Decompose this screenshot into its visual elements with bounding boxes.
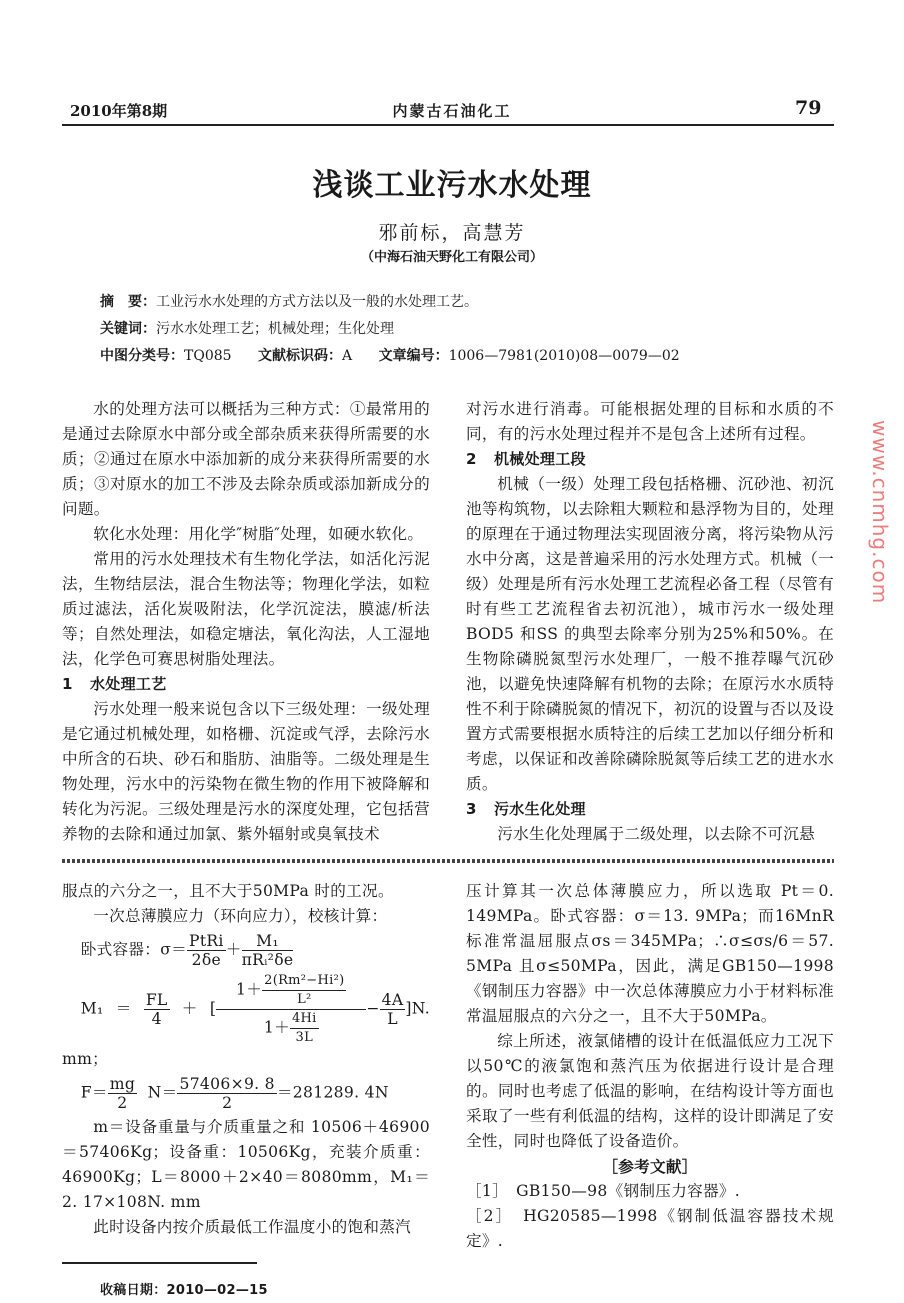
abstract: 摘 要：工业污水水处理的方式方法以及一般的水处理工艺。	[100, 294, 478, 310]
references-heading: ［参考文献］	[602, 1157, 698, 1176]
authors: 邪前标，高慧芳	[378, 222, 526, 244]
section-heading-3: 3 污水生化处理	[466, 800, 586, 818]
right-column-bottom	[466, 879, 834, 1254]
watermark: www.cnmhg.com	[868, 420, 892, 605]
footnote-rule	[62, 1262, 257, 1264]
paragraph: 服点的六分之一，且不大于50MPa 时的工况。	[62, 882, 394, 900]
classification: 中图分类号：TQ085 文献标识码：A 文章编号：1006—7981(2010)08—0079—02	[100, 348, 680, 364]
body-flow	[62, 397, 834, 1303]
reference-item: ［1］ GB150—98《钢制压力容器》.	[466, 1182, 741, 1200]
reference-item: ［2］ HG20585—1998《钢制低温容器技术规定》.	[466, 1207, 834, 1250]
left-column-bottom	[62, 879, 430, 1303]
section-heading-2: 2 机械处理工段	[466, 450, 586, 468]
issue-label: 2010年第8期	[70, 102, 168, 120]
bottom-section	[62, 879, 834, 1303]
paragraph: m＝设备重量与介质重量之和 10506＋46900＝57406Kg；设备重：10506Kg，充装介质重：46900Kg；L＝8000＋2×40＝8080mm，M₁＝2. 17×108N. mm	[62, 1118, 430, 1211]
paragraph: 软化水处理：用化学″树脂″处理，如硬水软化。	[93, 525, 424, 543]
paragraph: 污水生化处理属于二级处理，以去除不可沉悬	[497, 825, 816, 843]
header-rule	[62, 124, 834, 126]
keywords: 关键词：污水水处理工艺；机械处理；生化处理	[100, 321, 394, 337]
paragraph: 对污水进行消毒。可能根据处理的目标和水质的不同，有的污水处理过程并不是包含上述所有过程。	[466, 400, 834, 443]
paragraph: 水的处理方法可以概括为三种方式：①最常用的是通过去除原水中部分或全部杂质来获得所需要的水质；②通过在原水中添加新的成分来获得所需要的水质；③对原水的加工不涉及去除杂质或添加新成分的问题。	[62, 400, 430, 518]
formula-m1: M₁＝ $\frac{FL}{4}$ ＋[ 1＋ $\frac{\text{2(Rm²−Hi²)}}{\text{L²}}$ 1＋ $\frac{4Hi}{3L}$ − $\frac{4A}{L}$ ]N. mm；	[62, 973, 431, 1068]
paper-title: 浅谈工业污水水处理	[312, 168, 592, 203]
journal-name: 内蒙古石油化工	[392, 102, 512, 120]
left-column-top	[62, 397, 430, 847]
top-section	[62, 397, 834, 847]
received-date: 收稿日期：2010—02—15	[100, 1282, 268, 1298]
paragraph: 污水处理一般来说包含以下三级处理：一级处理是它通过机械处理，如格栅、沉淀或气浮，去除污水中所含的石块、砂石和脂肪、油脂等。二级处理是生物处理，污水中的污染物在微生物的作用下被降解和转化为污泥。三级处理是污水的深度处理，它包括营养物的去除和通过加氯、紫外辐射或臭氧技术	[62, 700, 430, 843]
section-heading-1: 1 水处理工艺	[62, 675, 167, 693]
section-separator	[62, 859, 834, 863]
formula-f: F＝ $\frac{mg}{2}$ N＝ $\frac{57406\times 9. 8}{2}$ ＝281289. 4N	[80, 1075, 389, 1112]
affiliation: （中海石油天野化工有限公司）	[360, 250, 543, 265]
right-column-top	[466, 397, 834, 847]
paragraph: 综上所述，液氯储槽的设计在低温低应力工况下以50℃的液氯饱和蒸汽压为依据进行设计是合理的。同时也考虑了低温的影响，在结构设计等方面也采取了一些有利低温的结构，这样的设计即满足了安全性，同时也降低了设备造价。	[466, 1032, 834, 1150]
paragraph: 一次总薄膜应力（环向应力），校核计算：	[93, 907, 388, 925]
formula-sigma: 卧式容器：σ＝ $\frac{\text{PtRi}}{2\delta e}$ ＋ $\frac{\text{M₁}}{\text{πRᵢ²δe}}$	[80, 932, 294, 969]
paragraph: 常用的污水处理技术有生物化学法，如活化污泥法，生物结层法，混合生物法等；物理化学法，如粒质过滤法，活化炭吸附法，化学沉淀法，膜滤/析法等；自然处理法，如稳定塘法，氧化沟法，人工湿地法，化学色可赛思树脂处理法。	[62, 550, 430, 668]
paragraph: 此时设备内按介质最低工作温度小的饱和蒸汽	[93, 1218, 412, 1236]
paragraph: 机械（一级）处理工段包括格栅、沉砂池、初沉池等构筑物，以去除粗大颗粒和悬浮物为目的，处理的原理在于通过物理法实现固液分离，将污染物从污水中分离，这是普遍采用的污水处理方式。机械（一级）处理是所有污水处理工艺流程必备工程（尽管有时有些工艺流程省去初沉池），城市污水一级处理BOD5 和SS 的典型去除率分别为25%和50%。在生物除磷脱氮型污水处理厂，一般不推荐曝气沉砂池，以避免快速降解有机物的去除；在原污水水质特性不利于除磷脱氮的情况下，初沉的设置与否以及设置方式需要根据水质特注的后续工艺加以仔细分析和考虑，以保证和改善除磷除脱氮等后续工艺的进水水质。	[466, 475, 834, 793]
paragraph: 压计算其一次总体薄膜应力，所以选取 Pt＝0. 149MPa。卧式容器：σ＝13. 9MPa；而16MnR 标准常温屈服点σs＝345MPa；∴σ≤σs/6＝57. 5MPa 且σ≤50MPa，因此，满足GB150—1998《钢制压力容器》中一次总体薄膜应力小于材料标准常温屈服点的六分之一，且不大于50MPa。	[466, 882, 834, 1025]
page-number: 79	[795, 97, 822, 119]
